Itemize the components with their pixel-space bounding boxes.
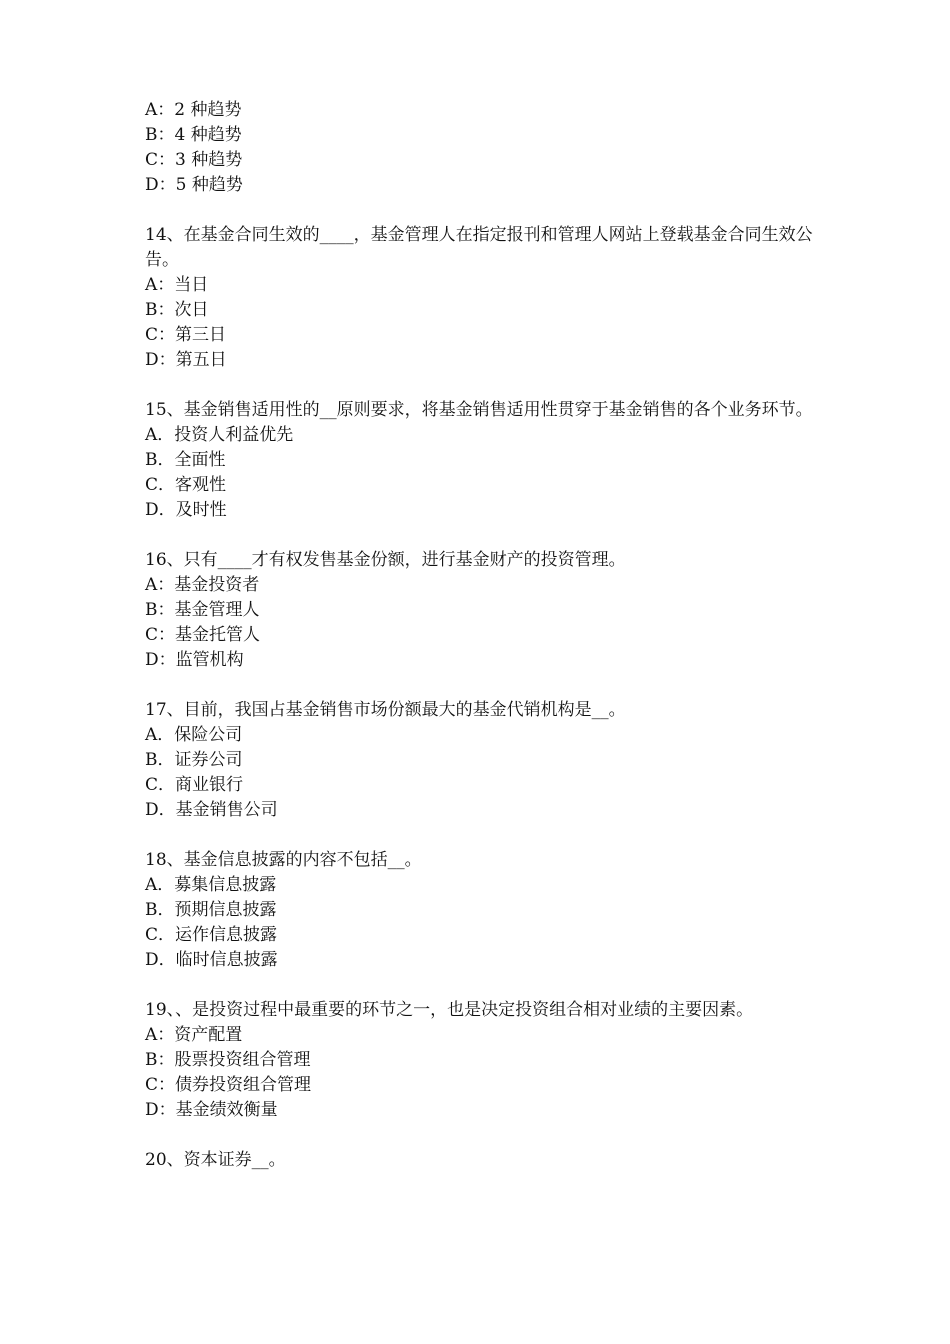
option-d: D．及时性 xyxy=(145,500,227,520)
spacer xyxy=(145,673,825,698)
option-c: C．客观性 xyxy=(145,475,227,495)
question-block-15 xyxy=(145,398,825,523)
spacer xyxy=(145,373,825,398)
option-a: A：资产配置 xyxy=(145,1025,243,1045)
option-c: C．商业银行 xyxy=(145,775,244,795)
option-d: D．临时信息披露 xyxy=(145,950,278,970)
option-d: D．基金销售公司 xyxy=(145,800,278,820)
option-b: B：股票投资组合管理 xyxy=(145,1050,311,1070)
option-b: B．证券公司 xyxy=(145,750,243,770)
option-a: A：基金投资者 xyxy=(145,575,260,595)
option-c: C：基金托管人 xyxy=(145,625,261,645)
option-b: B：4 种趋势 xyxy=(145,125,242,145)
document-page xyxy=(145,98,825,1173)
option-b: B：基金管理人 xyxy=(145,600,260,620)
question-text: 14、在基金合同生效的____，基金管理人在指定报刊和管理人网站上登载基金合同生效公告。 xyxy=(145,225,813,270)
option-a: A：当日 xyxy=(145,275,209,295)
option-c: C：3 种趋势 xyxy=(145,150,243,170)
option-d: D：监管机构 xyxy=(145,650,244,670)
option-b: B．预期信息披露 xyxy=(145,900,277,920)
question-block-19 xyxy=(145,998,825,1123)
question-text: 18、基金信息披露的内容不包括__。 xyxy=(145,850,422,870)
question-block-17 xyxy=(145,698,825,823)
option-a: A．投资人利益优先 xyxy=(145,425,294,445)
option-c: C．运作信息披露 xyxy=(145,925,278,945)
spacer xyxy=(145,823,825,848)
spacer xyxy=(145,523,825,548)
spacer xyxy=(145,1123,825,1148)
question-text: 19、、是投资过程中最重要的环节之一，也是决定投资组合相对业绩的主要因素。 xyxy=(145,1000,754,1020)
question-text: 16、只有____才有权发售基金份额，进行基金财产的投资管理。 xyxy=(145,550,626,570)
option-d: D：基金绩效衡量 xyxy=(145,1100,278,1120)
spacer xyxy=(145,973,825,998)
option-a: A．保险公司 xyxy=(145,725,243,745)
option-b: B：次日 xyxy=(145,300,209,320)
option-b: B．全面性 xyxy=(145,450,226,470)
question-text: 15、基金销售适用性的__原则要求，将基金销售适用性贯穿于基金销售的各个业务环节。 xyxy=(145,400,813,420)
option-c: C：债券投资组合管理 xyxy=(145,1075,312,1095)
option-d: D：5 种趋势 xyxy=(145,175,243,195)
spacer xyxy=(145,198,825,223)
option-a: A：2 种趋势 xyxy=(145,100,242,120)
question-block-18 xyxy=(145,848,825,973)
question-block-14 xyxy=(145,223,825,373)
option-c: C：第三日 xyxy=(145,325,227,345)
question-block-13-continued xyxy=(145,98,825,198)
option-d: D：第五日 xyxy=(145,350,227,370)
question-text: 17、目前，我国占基金销售市场份额最大的基金代销机构是__。 xyxy=(145,700,626,720)
option-a: A．募集信息披露 xyxy=(145,875,277,895)
question-text: 20、资本证券__。 xyxy=(145,1150,286,1170)
question-block-16 xyxy=(145,548,825,673)
question-block-20 xyxy=(145,1148,825,1173)
